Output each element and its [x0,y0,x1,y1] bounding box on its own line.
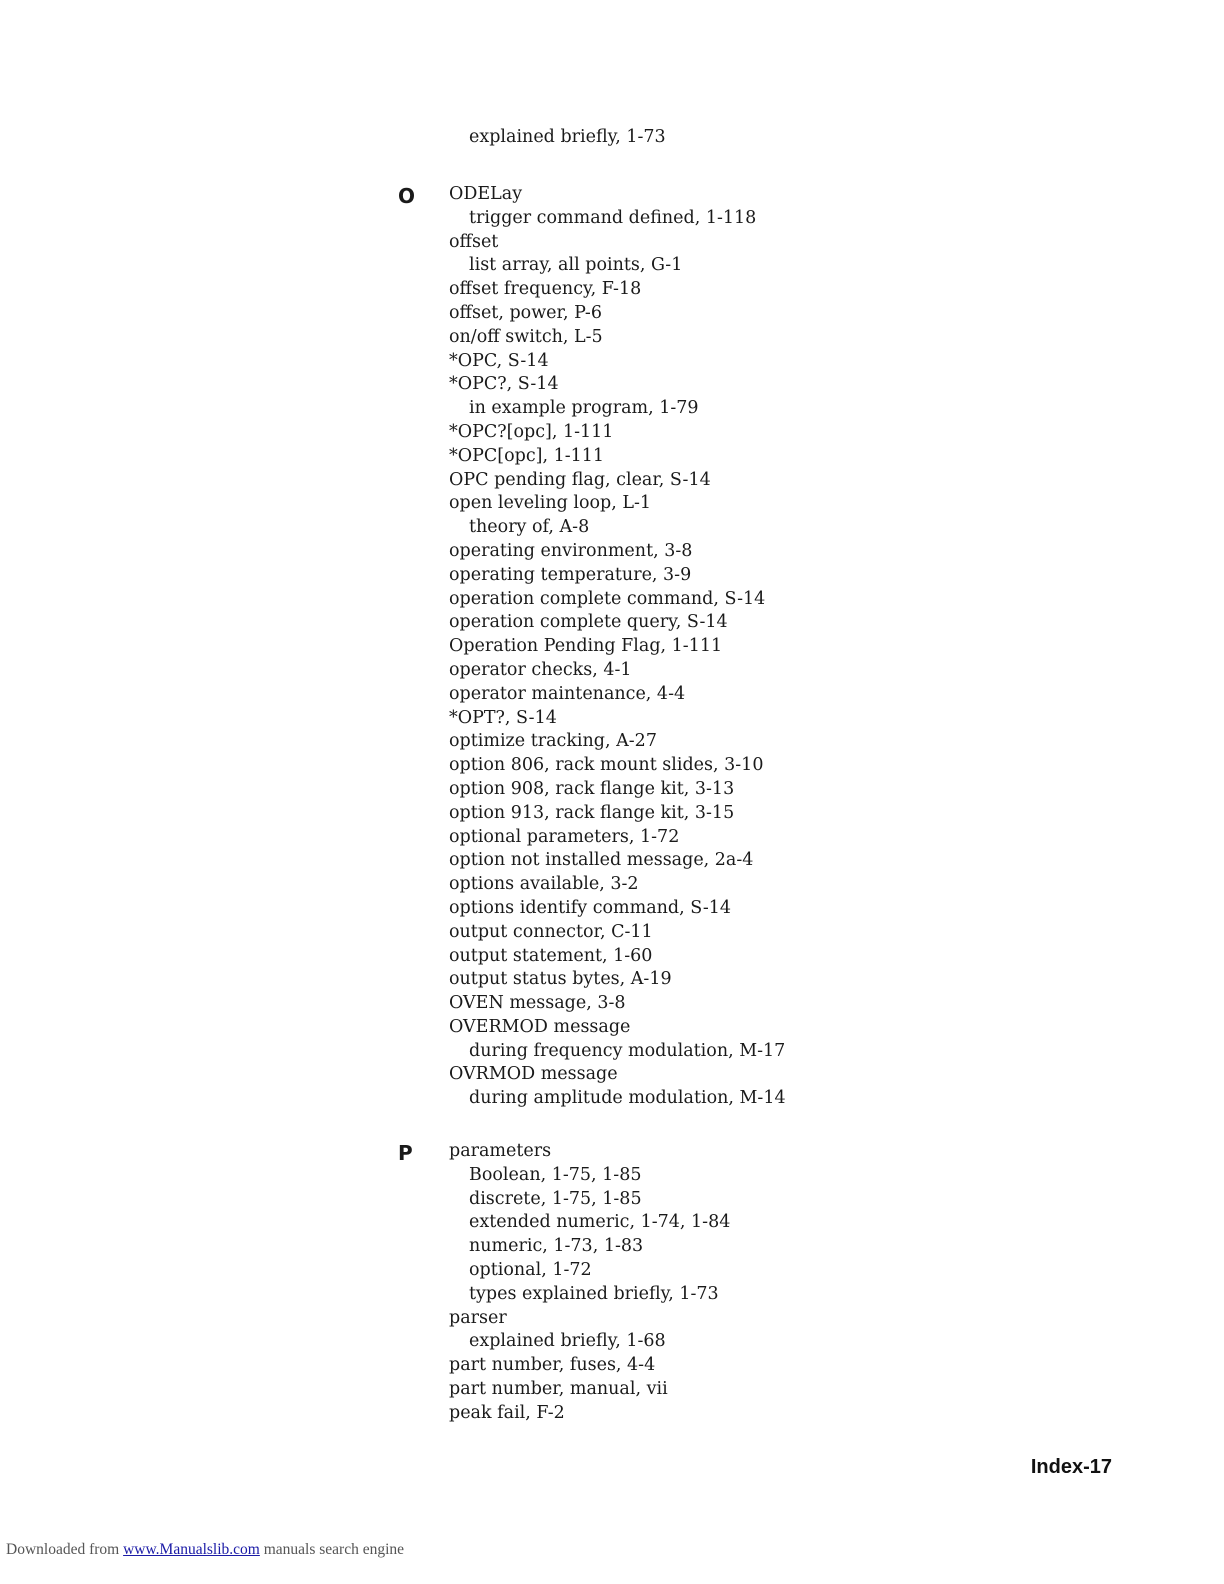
section-o-entries [449,183,969,1111]
page-number: Index-17 [1030,1456,1112,1478]
index-entry: output status bytes, A-19 [449,969,672,990]
section-p-entries [449,1140,969,1426]
index-subentry: in example program, 1-79 [469,398,699,419]
footer-link[interactable]: www.Manualslib.com [123,1541,260,1558]
index-entry: OVEN message, 3-8 [449,993,626,1014]
index-entry: part number, fuses, 4-4 [449,1355,656,1376]
index-entry: optional parameters, 1-72 [449,826,680,847]
section-letter-p: P [398,1141,413,1165]
index-entry: part number, manual, vii [449,1378,668,1399]
footer [6,1541,404,1559]
index-entry: *OPC?, S-14 [449,374,559,395]
index-entry: option 908, rack flange kit, 3-13 [449,778,735,799]
index-entry: Operation Pending Flag, 1-111 [449,636,723,657]
index-entry: output connector, C-11 [449,921,653,942]
index-entry: parser [449,1307,507,1328]
index-subentry: Boolean, 1-75, 1-85 [469,1164,642,1185]
index-subentry: list array, all points, G-1 [469,255,683,276]
index-subentry: numeric, 1-73, 1-83 [469,1236,644,1257]
index-entry: OVRMOD message [449,1064,618,1085]
index-entry: on/off switch, L-5 [449,326,603,347]
footer-suffix: manuals search engine [263,1541,405,1558]
index-subentry: explained briefly, 1-68 [469,1331,666,1352]
index-entry: options available, 3-2 [449,874,639,895]
index-entry: offset, power, P-6 [449,302,602,323]
index-entry: operation complete command, S-14 [449,588,766,609]
index-entry: offset frequency, F-18 [449,279,642,300]
index-entry: parameters [449,1141,552,1161]
index-entry: offset [449,231,499,252]
index-subentry: during frequency modulation, M-17 [469,1040,786,1061]
index-entry: operation complete query, S-14 [449,612,728,633]
index-entry: operator maintenance, 4-4 [449,683,686,704]
index-entry: *OPT?, S-14 [449,707,557,728]
index-entry: peak fail, F-2 [449,1402,565,1423]
index-entry: option not installed message, 2a-4 [449,850,754,871]
index-entry: option 913, rack flange kit, 3-15 [449,802,735,823]
index-subentry: types explained briefly, 1-73 [469,1283,719,1304]
index-subentry: discrete, 1-75, 1-85 [469,1188,642,1209]
index-subentry: extended numeric, 1-74, 1-84 [469,1212,731,1233]
index-entry: open leveling loop, L-1 [449,493,652,514]
footer-prefix: Downloaded from [6,1541,120,1558]
index-entry: OVERMOD message [449,1016,631,1037]
index-entry: operator checks, 4-1 [449,659,632,680]
index-subentry: optional, 1-72 [469,1259,592,1280]
section-letter-o: O [398,184,416,208]
index-subentry: during amplitude modulation, M-14 [469,1088,786,1109]
index-entry: OPC pending flag, clear, S-14 [449,469,711,490]
index-entry: option 806, rack mount slides, 3-10 [449,755,764,776]
index-subentry: theory of, A-8 [469,517,590,538]
index-entry: output statement, 1-60 [449,945,653,966]
continued-entries [449,126,969,150]
index-entry: *OPC[opc], 1-111 [449,445,605,466]
index-entry: ODELay [449,184,523,204]
index-entry: operating environment, 3-8 [449,540,693,561]
index-subentry: trigger command defined, 1-118 [469,207,757,228]
index-subentry: explained briefly, 1-73 [469,127,666,147]
index-entry: *OPC, S-14 [449,350,549,371]
index-entry: options identify command, S-14 [449,897,732,918]
index-entry: operating temperature, 3-9 [449,564,692,585]
index-entry: *OPC?[opc], 1-111 [449,421,614,442]
index-entry: optimize tracking, A-27 [449,731,657,752]
